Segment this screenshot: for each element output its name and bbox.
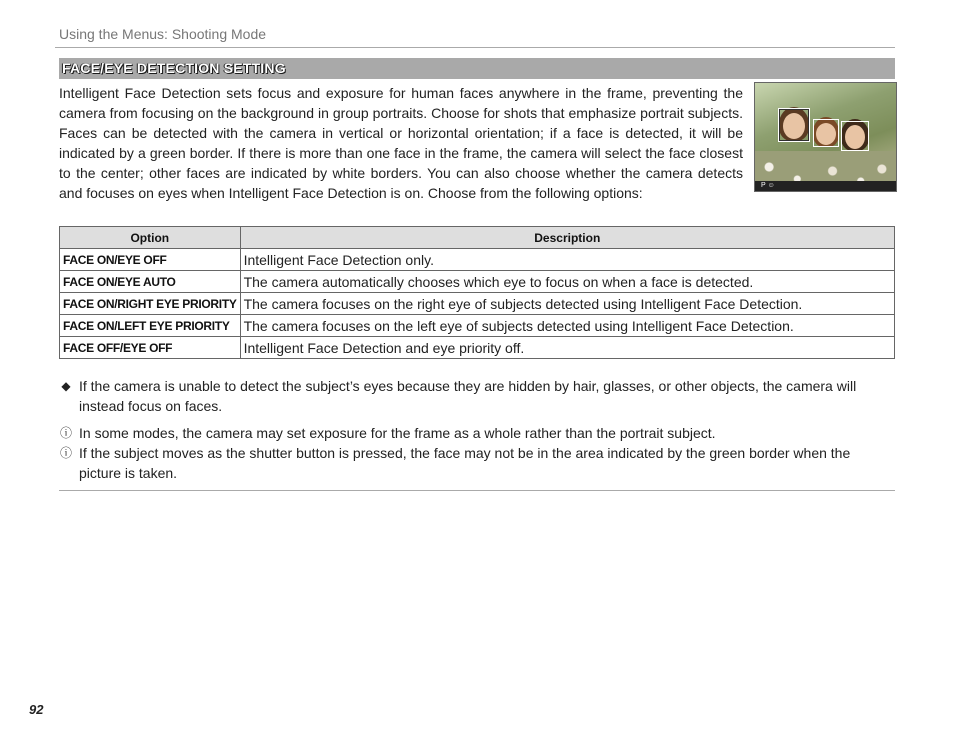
- caution-icon: ⓘ: [59, 446, 72, 460]
- description-cell: The camera focuses on the left eye of subjects detected using Intelligent Face Detection.: [240, 315, 894, 337]
- running-header: Using the Menus: Shooting Mode: [59, 26, 267, 42]
- header-divider: [55, 47, 895, 48]
- note-text: If the camera is unable to detect the subject’s eyes because they are hidden by hair, glasses, or other objects, the camera will instead focus on faces.: [79, 378, 857, 414]
- column-header-option: Option: [60, 227, 241, 249]
- face-border-secondary: [813, 119, 839, 147]
- section-heading-bar: [59, 58, 895, 79]
- note-item: [59, 443, 895, 483]
- option-cell: FACE ON/EYE OFF: [60, 249, 241, 271]
- description-cell: The camera automatically chooses which eye to focus on when a face is detected.: [240, 271, 894, 293]
- column-header-description: Description: [240, 227, 894, 249]
- note-text: In some modes, the camera may set exposure for the frame as a whole rather than the portrait subject.: [79, 425, 716, 441]
- notes-list: [59, 376, 895, 483]
- tip-icon: ◆: [61, 379, 71, 393]
- face-detection-example-photo: [754, 82, 897, 192]
- table-header-row: [60, 227, 895, 249]
- description-cell: The camera focuses on the right eye of subjects detected using Intelligent Face Detection.: [240, 293, 894, 315]
- table-row: [60, 315, 895, 337]
- intro-paragraph: Intelligent Face Detection sets focus and exposure for human faces anywhere in the frame, preventing the camera from focusing on the background in group portraits. Choose for shots that emphasize portrait subjects. Faces can be detected with the camera in vertical or horizontal orientation; if a face is detected, it will be indicated by a green border. If there is more than one face in the frame, the camera will select the face closest to the center; other faces are indicated by white borders. You can also choose whether the camera detects and focuses on eyes when Intelligent Face Detection is on. Choose from the following options:: [59, 85, 743, 201]
- caution-icon: ⓘ: [59, 426, 72, 440]
- option-cell: FACE OFF/EYE OFF: [60, 337, 241, 359]
- section-title: FACE/EYE DETECTION SETTING: [62, 60, 286, 76]
- camera-osd-bar: P ☺: [755, 181, 896, 191]
- face-border-selected: [779, 109, 809, 141]
- table-row: [60, 337, 895, 359]
- note-item: [59, 423, 895, 443]
- option-cell: FACE ON/LEFT EYE PRIORITY: [60, 315, 241, 337]
- face-border-tertiary: [841, 121, 869, 151]
- option-cell: FACE ON/EYE AUTO: [60, 271, 241, 293]
- description-cell: Intelligent Face Detection only.: [240, 249, 894, 271]
- table-row: [60, 271, 895, 293]
- table-row: [60, 249, 895, 271]
- option-cell: FACE ON/RIGHT EYE PRIORITY: [60, 293, 241, 315]
- options-table: [59, 226, 895, 359]
- table-row: [60, 293, 895, 315]
- note-item: [59, 376, 895, 416]
- description-cell: Intelligent Face Detection and eye priority off.: [240, 337, 894, 359]
- footer-divider: [59, 490, 895, 491]
- note-text: If the subject moves as the shutter button is pressed, the face may not be in the area indicated by the green border when the picture is taken.: [79, 445, 851, 481]
- page-number: 92: [29, 702, 44, 717]
